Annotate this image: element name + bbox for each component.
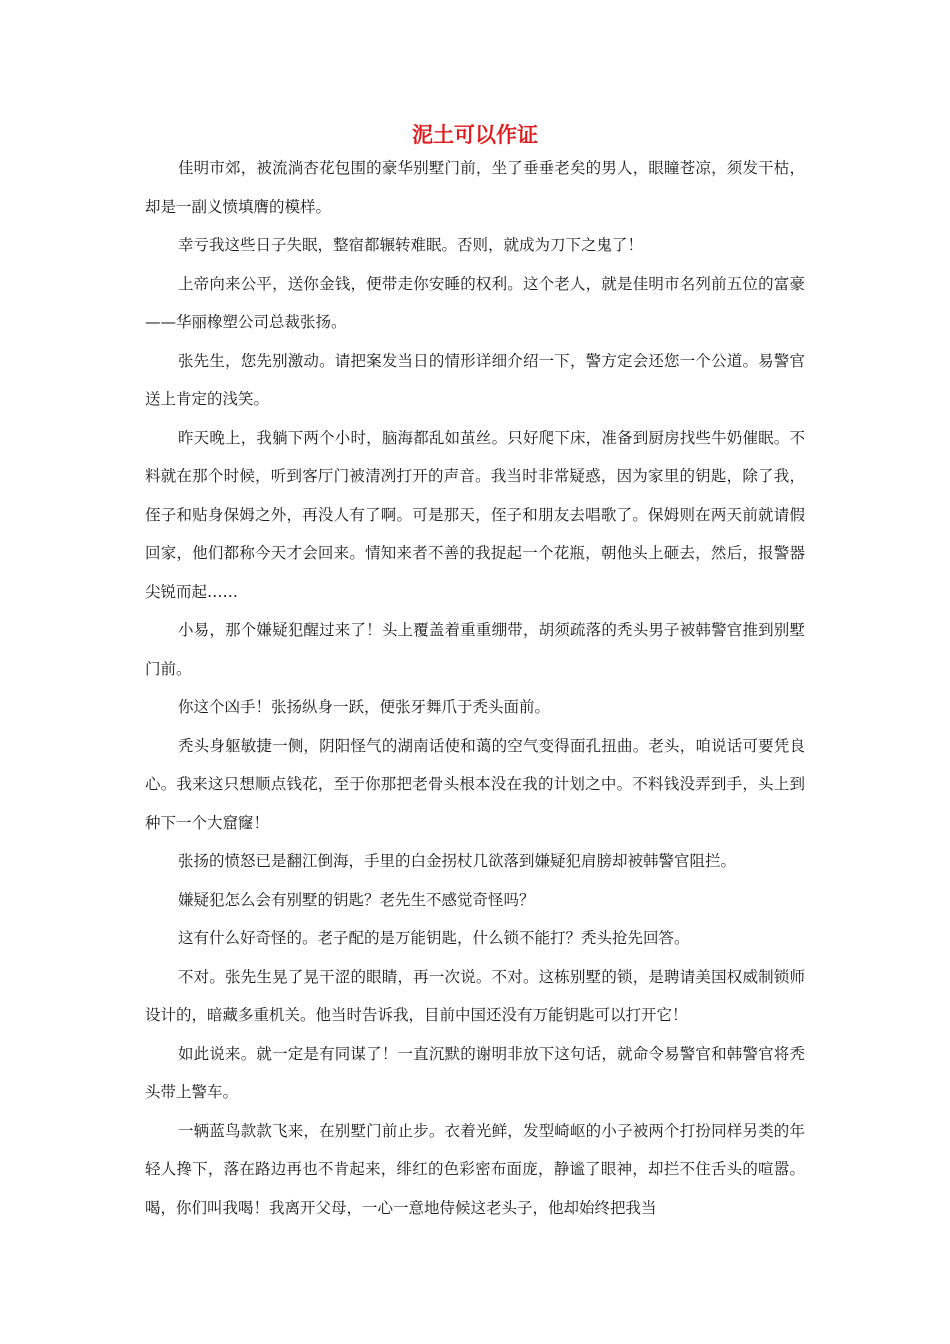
paragraph-4: 张先生，您先别激动。请把案发当日的情形详细介绍一下，警方定会还您一个公道。易警官送上肯定的浅笑。 [145,351,805,408]
paragraph-6: 小易，那个嫌疑犯醒过来了！头上覆盖着重重绷带，胡须疏落的秃头男子被韩警官推到别墅门前。 [145,621,805,678]
paragraph-14: 一辆蓝鸟款款飞来，在别墅门前止步。衣着光鲜，发型崎岖的小子被两个打扮同样另类的年轻人搀下，落在路边再也不肯起来，绯红的色彩密布面庞，静谧了眼神，却拦不住舌头的喧嚣。喝，你们叫我喝！我离开父母，一心一意地侍候这老头子，他却始终把我当 [145,1121,805,1217]
paragraph-5: 昨天晚上，我躺下两个小时，脑海都乱如茧丝。只好爬下床，准备到厨房找些牛奶催眠。不料就在那个时候，听到客厅门被清冽打开的声音。我当时非常疑惑，因为家里的钥匙，除了我，侄子和贴身保姆之外，再没人有了啊。可是那天，侄子和朋友去唱歌了。保姆则在两天前就请假回家，他们都称今天才会回来。情知来者不善的我捉起一个花瓶，朝他头上砸去，然后，报警器尖锐而起…… [145,428,805,601]
paragraph-2: 幸亏我这些日子失眠，整宿都辗转难眠。否则，就成为刀下之鬼了！ [178,236,644,254]
paragraph-12: 不对。张先生晃了晃干涩的眼睛，再一次说。不对。这栋别墅的锁，是聘请美国权威制锁师设计的，暗藏多重机关。他当时告诉我，目前中国还没有万能钥匙可以打开它！ [145,967,805,1024]
paragraph-7: 你这个凶手！张扬纵身一跃，便张牙舞爪于秃头面前。 [178,698,551,716]
paragraph-3: 上帝向来公平，送你金钱，便带走你安睡的权利。这个老人，就是佳明市名列前五位的富豪——华丽橡塑公司总裁张扬。 [145,274,805,331]
paragraph-9: 张扬的愤怒已是翻江倒海，手里的白金拐杖几欲落到嫌疑犯肩膀却被韩警官阻拦。 [178,852,737,870]
paragraph-10: 嫌疑犯怎么会有别墅的钥匙？老先生不感觉奇怪吗？ [178,890,535,909]
paragraph-1: 佳明市郊，被流淌杏花包围的豪华别墅门前，坐了垂垂老矣的男人，眼瞳苍凉，须发干枯，却是一副义愤填膺的模样。 [145,159,805,216]
document-title: 泥土可以作证 [412,123,538,147]
article-body [145,149,805,1227]
paragraph-11: 这有什么好奇怪的。老子配的是万能钥匙，什么锁不能打？秃头抢先回答。 [178,929,690,947]
paragraph-8: 秃头身躯敏捷一侧，阴阳怪气的湖南话使和蔼的空气变得面孔扭曲。老头，咱说话可要凭良心。我来这只想顺点钱花，至于你那把老骨头根本没在我的计划之中。不料钱没弄到手，头上到种下一个大窟窿！ [145,736,805,832]
paragraph-13: 如此说来。就一定是有同谋了！一直沉默的谢明非放下这句话，就命令易警官和韩警官将秃头带上警车。 [145,1044,805,1101]
